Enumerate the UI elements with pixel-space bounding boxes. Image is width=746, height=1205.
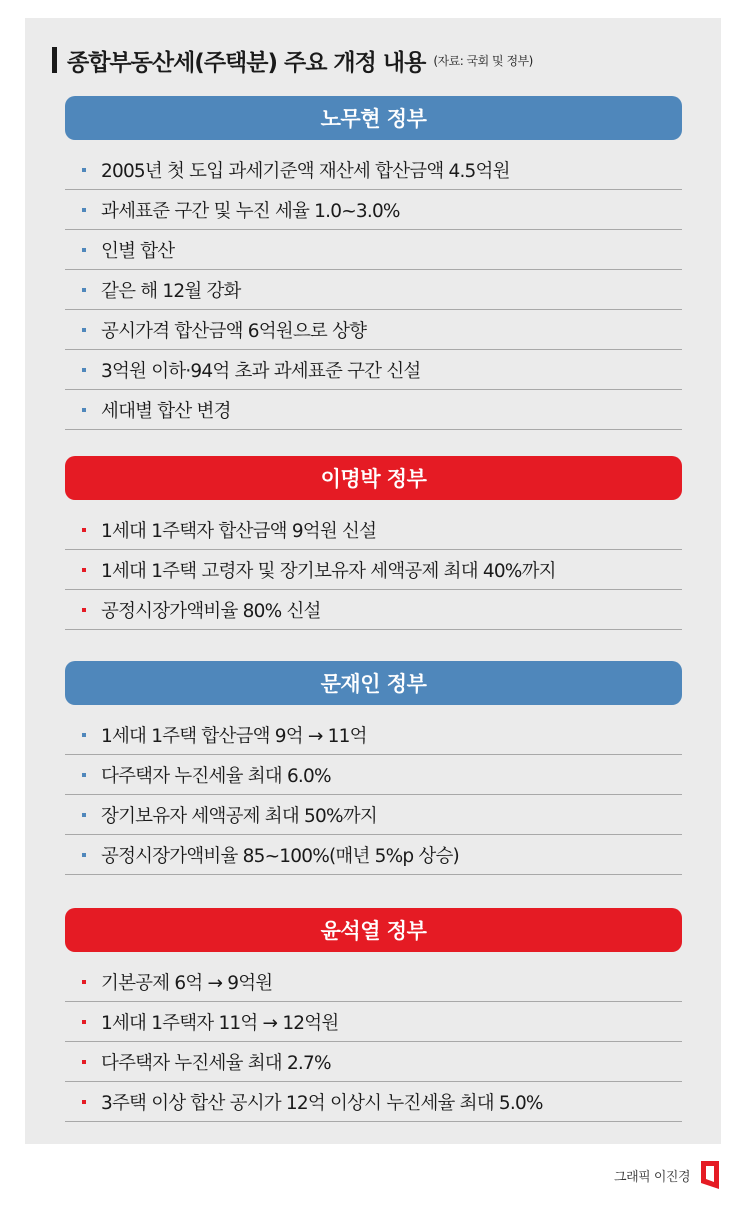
- page-title: 종합부동산세(주택분) 주요 개정 내용: [67, 49, 426, 76]
- item-text: 1세대 1주택 합산금액 9억 → 11억: [101, 725, 367, 747]
- item-text: 공시가격 합산금액 6억원으로 상향: [101, 320, 367, 342]
- list-item: [65, 190, 682, 230]
- bullet-icon: [82, 1100, 86, 1104]
- item-text: 1세대 1주택자 합산금액 9억원 신설: [101, 520, 377, 542]
- asiae-logo-icon: [698, 1160, 722, 1190]
- item-list: [65, 715, 682, 875]
- bullet-icon: [82, 368, 86, 372]
- list-item: [65, 550, 682, 590]
- bullet-icon: [82, 528, 86, 532]
- source-note: (자료: 국회 및 정부): [433, 53, 533, 68]
- list-item: [65, 590, 682, 630]
- bullet-icon: [82, 733, 86, 737]
- credit: [614, 1160, 722, 1190]
- list-item: [65, 270, 682, 310]
- list-item: [65, 835, 682, 875]
- item-text: 인별 합산: [101, 240, 175, 262]
- bullet-icon: [82, 853, 86, 857]
- item-text: 3주택 이상 합산 공시가 12억 이상시 누진세율 최대 5.0%: [101, 1092, 543, 1114]
- list-item: [65, 310, 682, 350]
- bullet-icon: [82, 980, 86, 984]
- section-moon: [65, 661, 682, 875]
- list-item: [65, 795, 682, 835]
- list-item: [65, 1002, 682, 1042]
- item-text: 장기보유자 세액공제 최대 50%까지: [101, 805, 377, 827]
- list-item: [65, 962, 682, 1002]
- item-text: 3억원 이하·94억 초과 과세표준 구간 신설: [101, 360, 421, 382]
- section-lee: [65, 456, 682, 630]
- item-text: 공정시장가액비율 85~100%(매년 5%p 상승): [101, 845, 459, 867]
- bullet-icon: [82, 773, 86, 777]
- item-list: [65, 962, 682, 1122]
- section-header: 문재인 정부: [65, 661, 682, 705]
- bullet-icon: [82, 608, 86, 612]
- bullet-icon: [82, 1060, 86, 1064]
- section-header: 이명박 정부: [65, 456, 682, 500]
- list-item: [65, 230, 682, 270]
- section-header: 노무현 정부: [65, 96, 682, 140]
- item-text: 2005년 첫 도입 과세기준액 재산세 합산금액 4.5억원: [101, 160, 510, 182]
- title-row: [52, 40, 533, 80]
- section-header: 윤석열 정부: [65, 908, 682, 952]
- list-item: [65, 350, 682, 390]
- item-text: 기본공제 6억 → 9억원: [101, 972, 273, 994]
- item-list: [65, 150, 682, 430]
- bullet-icon: [82, 288, 86, 292]
- bullet-icon: [82, 328, 86, 332]
- item-text: 다주택자 누진세율 최대 2.7%: [101, 1052, 331, 1074]
- item-text: 1세대 1주택자 11억 → 12억원: [101, 1012, 339, 1034]
- item-text: 과세표준 구간 및 누진 세율 1.0~3.0%: [101, 200, 400, 222]
- list-item: [65, 715, 682, 755]
- list-item: [65, 1042, 682, 1082]
- list-item: [65, 150, 682, 190]
- title-marker: [52, 47, 57, 73]
- bullet-icon: [82, 208, 86, 212]
- bullet-icon: [82, 813, 86, 817]
- list-item: [65, 510, 682, 550]
- item-text: 1세대 1주택 고령자 및 장기보유자 세액공제 최대 40%까지: [101, 560, 556, 582]
- bullet-icon: [82, 1020, 86, 1024]
- bullet-icon: [82, 168, 86, 172]
- list-item: [65, 390, 682, 430]
- item-text: 세대별 합산 변경: [101, 400, 231, 422]
- section-yoon: [65, 908, 682, 1122]
- item-text: 다주택자 누진세율 최대 6.0%: [101, 765, 331, 787]
- bullet-icon: [82, 408, 86, 412]
- list-item: [65, 1082, 682, 1122]
- item-list: [65, 510, 682, 630]
- list-item: [65, 755, 682, 795]
- credit-text: 그래픽 이진경: [614, 1169, 690, 1185]
- bullet-icon: [82, 248, 86, 252]
- section-roh: [65, 96, 682, 430]
- bullet-icon: [82, 568, 86, 572]
- item-text: 같은 해 12월 강화: [101, 280, 241, 302]
- item-text: 공정시장가액비율 80% 신설: [101, 600, 321, 622]
